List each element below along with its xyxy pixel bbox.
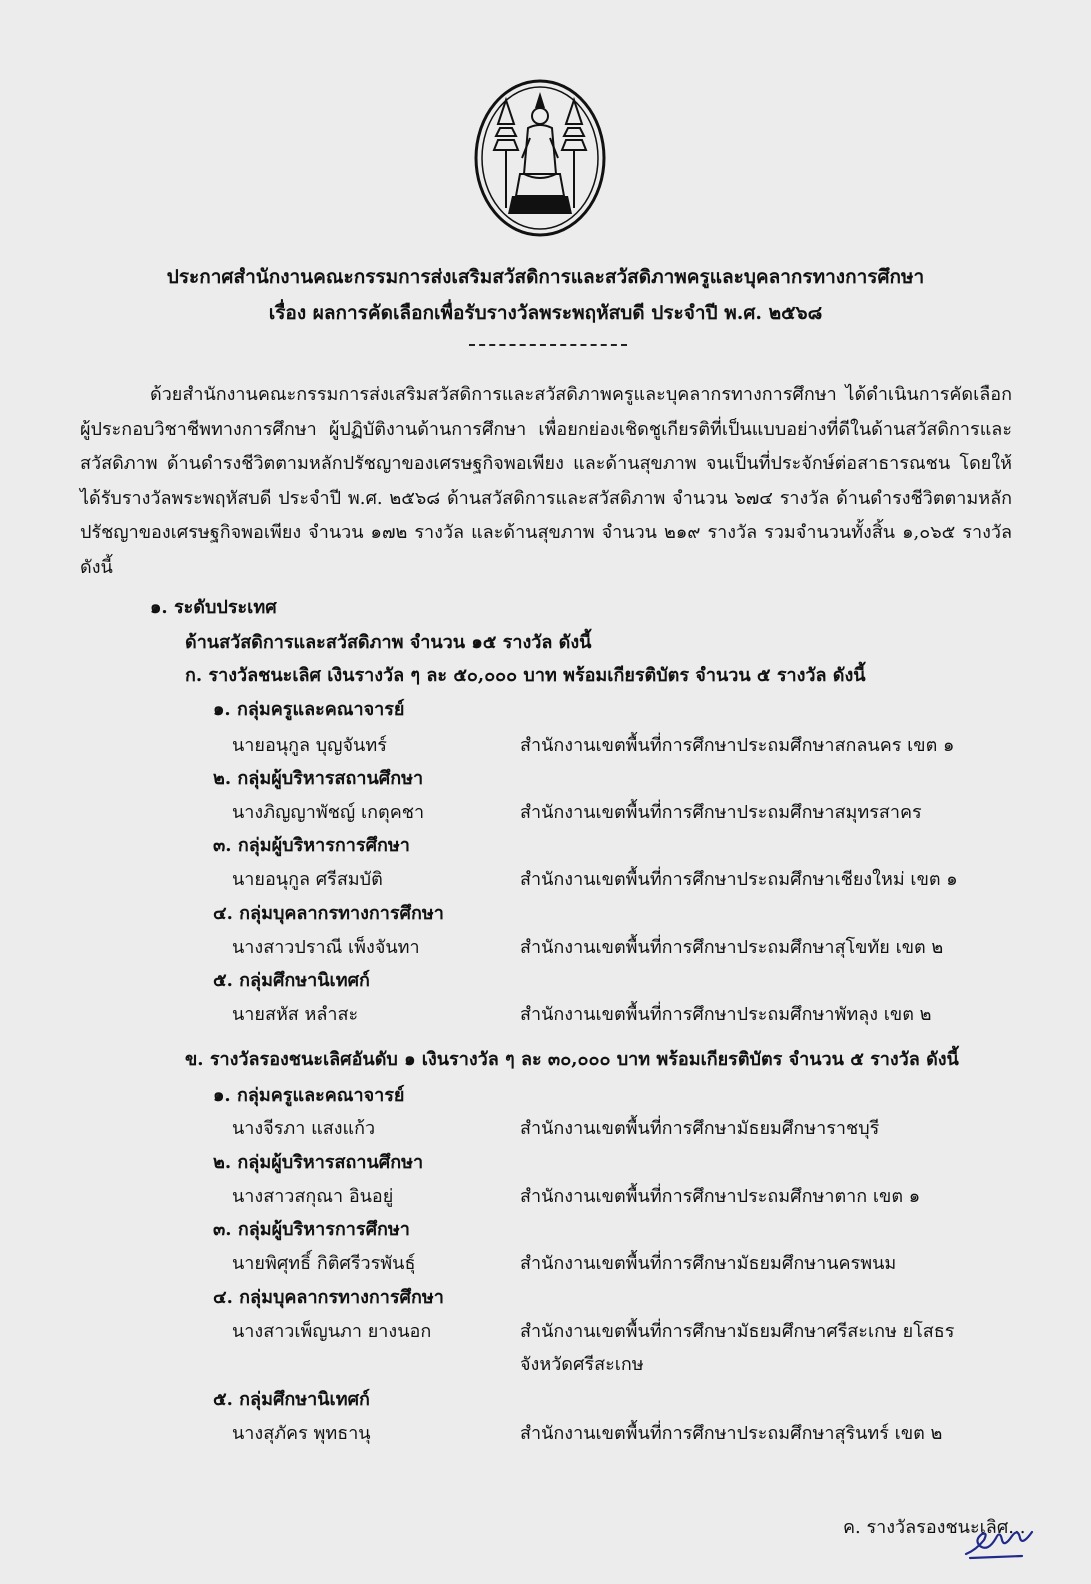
handwritten-initials-icon [962, 1520, 1042, 1560]
group-label: ๒. กลุ่มผู้บริหารสถานศึกษา [213, 1152, 424, 1173]
winner-org: สำนักงานเขตพื้นที่การศึกษาประถมศึกษาสกลนคร เขต ๑ [520, 735, 955, 756]
winner-name: นางสาวเพ็ญนภา ยางนอก [232, 1321, 432, 1342]
winner-org: สำนักงานเขตพื้นที่การศึกษาประถมศึกษาสุรินทร์ เขต ๒ [520, 1423, 943, 1444]
winner-org: สำนักงานเขตพื้นที่การศึกษามัธยมศึกษาราชบุรี [520, 1118, 880, 1139]
winner-name: นายสหัส หลำสะ [232, 1004, 359, 1025]
winner-org-line2: จังหวัดศรีสะเกษ [520, 1354, 644, 1375]
group-label: ๓. กลุ่มผู้บริหารการศึกษา [213, 835, 410, 856]
winner-name: นายอนุกูล ศรีสมบัติ [232, 869, 383, 890]
winner-org: สำนักงานเขตพื้นที่การศึกษาประถมศึกษาพัทลุง เขต ๒ [520, 1004, 932, 1025]
winner-org: สำนักงานเขตพื้นที่การศึกษาประถมศึกษาตาก เขต ๑ [520, 1186, 921, 1207]
continuation-note: ค. รางวัลรองชนะเลิศ... [843, 1517, 1026, 1538]
winner-org: สำนักงานเขตพื้นที่การศึกษาประถมศึกษาสุโขทัย เขต ๒ [520, 937, 944, 958]
group-label: ๒. กลุ่มผู้บริหารสถานศึกษา [213, 768, 424, 789]
group-label: ๔. กลุ่มบุคลากรทางการศึกษา [213, 1287, 444, 1308]
group-label: ๕. กลุ่มศึกษานิเทศก์ [213, 970, 370, 991]
winner-name: นางสุภัคร พุทธานุ [232, 1423, 371, 1444]
announcement-subject: เรื่อง ผลการคัดเลือกเพื่อรับรางวัลพระพฤหัสบดี ประจำปี พ.ศ. ๒๕๖๘ [268, 302, 823, 324]
winner-name: นางจีรภา แสงแก้ว [232, 1118, 376, 1139]
winner-org: สำนักงานเขตพื้นที่การศึกษามัธยมศึกษานครพนม [520, 1253, 897, 1274]
intro-text: ด้วยสำนักงานคณะกรรมการส่งเสริมสวัสดิการและสวัสดิภาพครูและบุคลากรทางการศึกษา ได้ดำเนินการคัดเลือกผู้ประกอบวิชาชีพทางการศึกษา ผู้ปฏิบัติงานด้านการศึกษา เพื่อยกย่องเชิดชูเกียรติที่เป็นแบบอย่างที่ดีในด้านสวัสดิการและสวัสดิภาพ ด้านดำรงชีวิตตามหลักปรัชญาของเศรษฐกิจพอเพียง และด้านสุขภาพ จนเป็นที่ประจักษ์ต่อสาธารณชน โดยให้ได้รับรางวัลพระพฤหัสบดี ประจำปี พ.ศ. ๒๕๖๘ ด้านสวัสดิการและสวัสดิภาพ จำนวน ๖๗๔ รางวัล ด้านดำรงชีวิตตามหลักปรัชญาของเศรษฐกิจพอเพียง จำนวน ๑๗๒ รางวัล และด้านสุขภาพ จำนวน ๒๑๙ รางวัล รวมจำนวนทั้งสิ้น ๑,๐๖๕ รางวัล ดังนี้ [80, 384, 1012, 578]
winner-org: สำนักงานเขตพื้นที่การศึกษามัธยมศึกษาศรีสะเกษ ยโสธร [520, 1321, 955, 1342]
winner-name: นางภิญญาพัชญ์ เกตุคชา [232, 802, 425, 823]
winner-name: นายอนุกูล บุญจันทร์ [232, 735, 387, 756]
winner-name: นางสาวปราณี เพ็งจันทา [232, 937, 420, 958]
announcement-title: ประกาศสำนักงานคณะกรรมการส่งเสริมสวัสดิการและสวัสดิภาพครูและบุคลากรทางการศึกษา [166, 266, 925, 288]
group-label: ๓. กลุ่มผู้บริหารการศึกษา [213, 1219, 410, 1240]
section-heading: ข. รางวัลรองชนะเลิศอันดับ ๑ เงินรางวัล ๆ ละ ๓๐,๐๐๐ บาท พร้อมเกียรติบัตร จำนวน ๕ รางวัล ดังนี้ [185, 1049, 959, 1070]
winner-org: สำนักงานเขตพื้นที่การศึกษาประถมศึกษาสมุทรสาคร [520, 802, 922, 823]
winner-name: นายพิศุทธิ์ กิติศรีวรพันธุ์ [232, 1253, 416, 1274]
intro-paragraph [80, 378, 1012, 586]
section-heading: ก. รางวัลชนะเลิศ เงินรางวัล ๆ ละ ๕๐,๐๐๐ บาท พร้อมเกียรติบัตร จำนวน ๕ รางวัล ดังนี้ [185, 665, 866, 686]
level-heading: ๑. ระดับประเทศ [150, 597, 277, 618]
divider [469, 344, 627, 346]
emblem-seal-icon [472, 78, 608, 238]
group-label: ๔. กลุ่มบุคลากรทางการศึกษา [213, 903, 444, 924]
winner-org: สำนักงานเขตพื้นที่การศึกษาประถมศึกษาเชียงใหม่ เขต ๑ [520, 869, 958, 890]
category-heading: ด้านสวัสดิการและสวัสดิภาพ จำนวน ๑๕ รางวัล ดังนี้ [185, 632, 592, 653]
group-label: ๑. กลุ่มครูและคณาจารย์ [213, 699, 405, 720]
winner-name: นางสาวสกุณา อินอยู่ [232, 1186, 394, 1207]
group-label: ๑. กลุ่มครูและคณาจารย์ [213, 1085, 405, 1106]
group-label: ๕. กลุ่มศึกษานิเทศก์ [213, 1389, 370, 1410]
